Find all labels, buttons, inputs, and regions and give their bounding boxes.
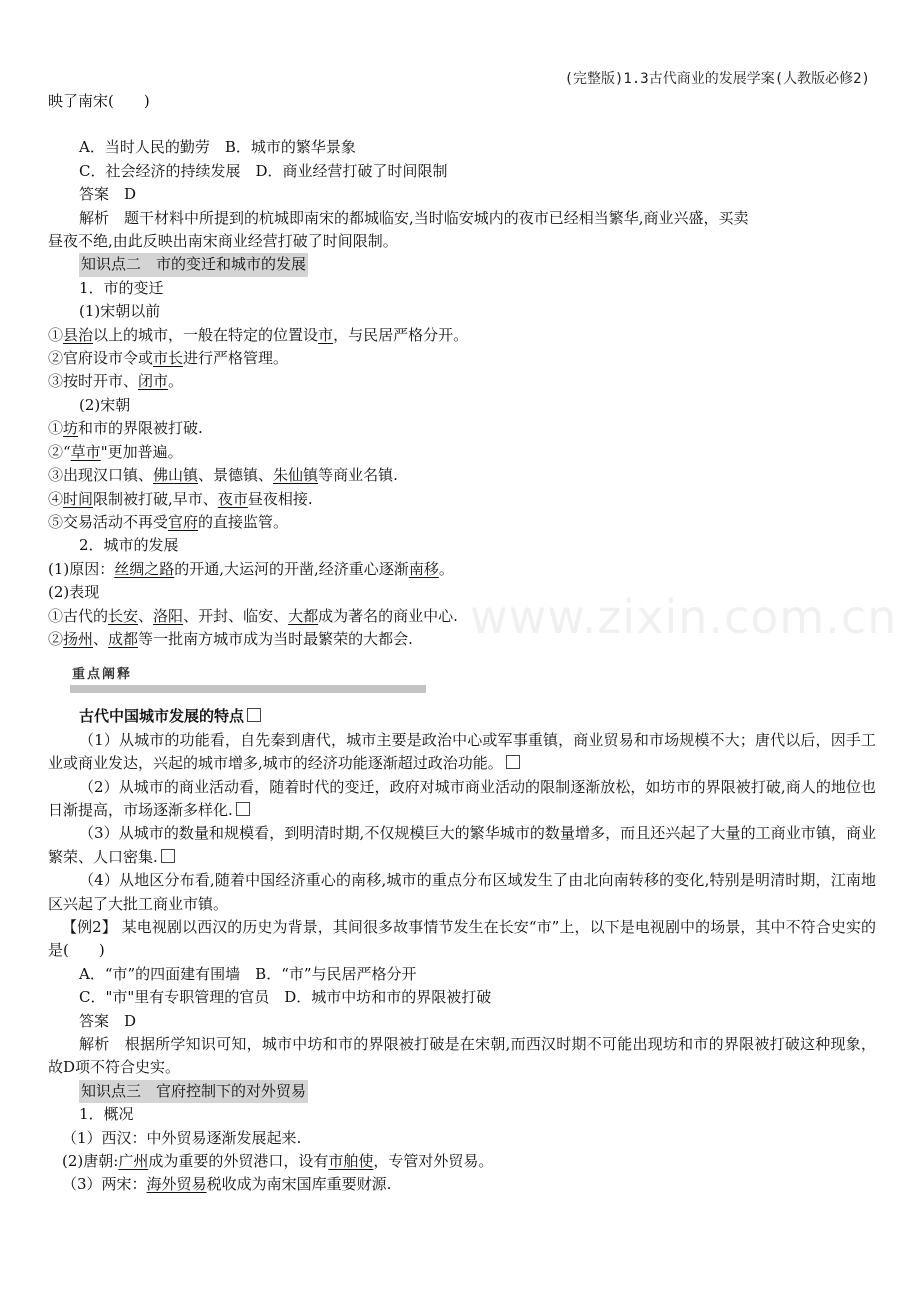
question-stem-tail: 映了南宋( )	[48, 92, 150, 110]
list-item: ①古代的长安、洛阳、开封、临安、大都成为著名的商业中心.	[48, 606, 458, 625]
fill-blank: 县治	[63, 325, 94, 344]
subheading: 1．市的变迁	[79, 278, 164, 297]
section-heading-kp2: 知识点二 市的变迁和城市的发展	[79, 253, 308, 276]
option-line: C．社会经济的持续发展 D．商业经营打破了时间限制	[79, 161, 448, 180]
fill-blank: 闭市	[138, 372, 169, 391]
analysis-paragraph: 解析 根据所学知识可知，城市中坊和市的界限被打破是在宋朝,而西汉时期不可能出现坊和市的界限被打破这种现象，故D项不符合史实。	[48, 1035, 876, 1077]
example-question: 【例2】 某电视剧以西汉的历史为背景，其间很多故事情节发生在长安“市”上，以下是电视剧中的场景，其中不符合史实的是( )	[48, 918, 876, 960]
fill-blank: 市舶使	[328, 1152, 374, 1171]
fill-blank: 丝绸之路	[114, 559, 175, 578]
subheading: 2．城市的发展	[79, 536, 179, 555]
divider-bar	[70, 685, 426, 693]
list-item: ②“草市"更加普遍。	[48, 442, 183, 461]
paragraph: （2）从城市的商业活动看，随着时代的变迁，政府对城市商业活动的限制逐渐放松，如坊市的界限被打破,商人的地位也日渐提高，市场逐渐多样化.	[48, 777, 876, 819]
list-item: ①坊和市的界限被打破.	[48, 419, 203, 438]
fill-blank: 广州	[118, 1152, 149, 1171]
list-item: ③出现汉口镇、佛山镇、景德镇、朱仙镇等商业名镇.	[48, 466, 398, 485]
box-icon	[247, 708, 261, 722]
fill-blank: 坊	[63, 419, 79, 438]
paragraph: （4）从地区分布看,随着中国经济重心的南移,城市的重点分布区域发生了由北向南转移的变化,特别是明清时期，江南地区兴起了大批工商业市镇。	[48, 871, 876, 913]
fill-blank: 夜市	[217, 489, 248, 508]
fill-blank: 南移	[408, 559, 439, 578]
list-item: (1)原因：丝绸之路的开通,大运河的开凿,经济重心逐渐南移。	[48, 559, 454, 578]
subheading: (2)宋朝	[79, 395, 131, 414]
box-icon	[161, 849, 175, 863]
section-heading-kp3: 知识点三 官府控制下的对外贸易	[79, 1080, 308, 1103]
subheading: (1)宋朝以前	[79, 302, 161, 321]
analysis-line: 昼夜不绝,由此反映出南宋商业经营打破了时间限制。	[48, 232, 398, 251]
option-line: C．"市"里有专职管理的官员 D．城市中坊和市的界限被打破	[79, 988, 492, 1007]
box-icon	[506, 755, 520, 769]
key-explanation-label: 重点阐释	[72, 667, 133, 683]
list-item: ④时间限制被打破,早市、夜市昼夜相接.	[48, 489, 313, 508]
list-item: (2)唐朝:广州成为重要的外贸港口，设有市舶使，专管对外贸易。	[62, 1152, 494, 1171]
fill-blank: 市	[318, 325, 334, 344]
document-header: (完整版)1.3古代商业的发展学案(人教版必修2)	[564, 71, 870, 87]
fill-blank: 长安	[108, 606, 139, 625]
fill-blank: 洛阳	[153, 606, 184, 625]
fill-blank: 大都	[288, 606, 319, 625]
option-line: A．当时人民的勤劳 B．城市的繁华景象	[79, 138, 356, 157]
option-line: A．“市”的四面建有围墙 B．“市”与民居严格分开	[79, 964, 417, 983]
fill-blank: 官府	[168, 512, 199, 531]
paragraph: （1）从城市的功能看，自先秦到唐代，城市主要是政治中心或军事重镇，商业贸易和市场规模不大；唐代以后，因手工业或商业发达，兴起的城市增多,城市的经济功能逐渐超过政治功能。	[48, 730, 876, 773]
fill-blank: 成都	[108, 629, 139, 648]
fill-blank: 时间	[63, 489, 94, 508]
list-item: ②扬州、成都等一批南方城市成为当时最繁荣的大都会.	[48, 629, 413, 648]
fill-blank: 海外贸易	[146, 1175, 207, 1194]
box-icon	[236, 802, 250, 816]
subheading: (2)表现	[48, 583, 100, 602]
list-item: ①县治以上的城市，一般在特定的位置设市，与民居严格分开。	[48, 325, 469, 344]
key-explanation-banner	[48, 663, 876, 691]
answer-line: 答案 D	[79, 185, 137, 204]
key-title: 古代中国城市发展的特点	[48, 705, 876, 728]
watermark: www.zixin.com.cn	[470, 590, 898, 644]
list-item: ③按时开市、闭市。	[48, 372, 184, 391]
document-body	[48, 90, 876, 1197]
fill-blank: 草市	[70, 442, 101, 461]
list-item: （1）西汉：中外贸易逐渐发展起来.	[62, 1128, 302, 1147]
analysis-line: 解析 题干材料中所提到的杭城即南宋的都城临安,当时临安城内的夜市已经相当繁华,商业兴盛，买卖	[79, 208, 749, 227]
answer-line: 答案 D	[79, 1011, 137, 1030]
subheading: 1．概况	[79, 1105, 134, 1124]
example-label: 【例2】	[62, 918, 117, 936]
fill-blank: 朱仙镇	[273, 466, 319, 485]
list-item: ②官府设市令或市长进行严格管理。	[48, 349, 289, 368]
list-item: ⑤交易活动不再受官府的直接监管。	[48, 512, 289, 531]
paragraph: （3）从城市的数量和规模看，到明清时期,不仅规模巨大的繁华城市的数量增多，而且还兴起了大量的工商业市镇，商业繁荣、人口密集.	[48, 824, 876, 866]
fill-blank: 佛山镇	[153, 466, 199, 485]
fill-blank: 扬州	[63, 629, 94, 648]
list-item: （3）两宋：海外贸易税收成为南宋国库重要财源.	[62, 1175, 392, 1194]
fill-blank: 市长	[153, 349, 184, 368]
